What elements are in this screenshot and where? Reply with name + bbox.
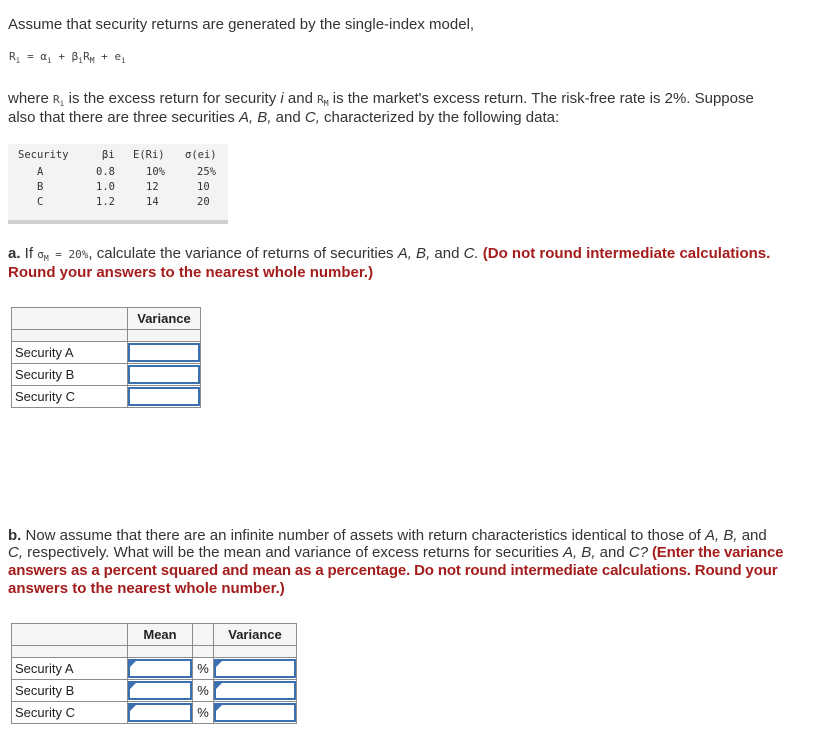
where-text: where $R_i$ is the excess return for security i and $R_M$ is the market's excess return. The risk-free rate is 2%. Suppose (8, 90, 754, 109)
row-b-er: 12 (146, 181, 159, 193)
percent-sign: % (193, 680, 214, 702)
mean-input-b[interactable] (128, 681, 192, 700)
variance-input-b-a[interactable] (214, 659, 296, 678)
row-c-sigma: 20 (197, 196, 210, 208)
part-b-question-line2: C, respectively. What will be the mean and variance of excess returns for securities A, B, and C? (Enter the variance (8, 544, 784, 561)
variance-input-b-c[interactable] (214, 703, 296, 722)
mean-input-c[interactable] (128, 703, 192, 722)
header-security: Security (18, 149, 69, 161)
mean-input-a[interactable] (128, 659, 192, 678)
variance-column-header-b: Variance (214, 624, 297, 646)
mean-column-header: Mean (128, 624, 193, 646)
part-b-answer-table (11, 623, 297, 724)
row-c-beta: 1.2 (96, 196, 115, 208)
row-b-sigma: 10 (197, 181, 210, 193)
header-expected-return: E(Ri) (133, 149, 165, 161)
row-label-security-a-b: Security A (12, 658, 128, 680)
part-a-question: a. If $\sigma_M = 20\%$, calculate the variance of returns of securities A, B, and C. (Do not round intermediate calculations. (8, 245, 771, 264)
header-beta: βi (102, 149, 115, 161)
row-label-security-c: Security C (12, 386, 128, 408)
security-data-table (8, 144, 228, 224)
part-b-instruction: answers as a percent squared and mean as a percentage. Do not round intermediate calculations. Round your (8, 562, 778, 579)
row-a-er: 10% (146, 166, 165, 178)
percent-sign: % (193, 702, 214, 724)
part-a-instruction: Round your answers to the nearest whole number.) (8, 264, 374, 281)
variance-input-b[interactable] (128, 365, 200, 384)
row-a-security: A (37, 166, 44, 178)
row-b-security: B (37, 181, 44, 193)
row-b-beta: 1.0 (96, 181, 115, 193)
row-a-sigma: 25% (197, 166, 216, 178)
single-index-equation: $R_i = \alpha_i + \beta_iR_M + e_i$ (9, 50, 126, 66)
intro-text: Assume that security returns are generated by the single-index model, (8, 16, 475, 33)
row-c-er: 14 (146, 196, 159, 208)
part-a-answer-table (11, 307, 201, 408)
variance-column-header: Variance (128, 308, 201, 330)
variance-input-a[interactable] (128, 343, 200, 362)
part-b-instruction-line2: answers to the nearest whole number.) (8, 580, 285, 597)
row-label-security-b-b: Security B (12, 680, 128, 702)
row-label-security-c-b: Security C (12, 702, 128, 724)
where-text-line2: also that there are three securities A, B, and C, characterized by the following data: (8, 109, 560, 126)
row-a-beta: 0.8 (96, 166, 115, 178)
header-residual-sd: σ(ei) (185, 149, 217, 161)
part-b-question: b. Now assume that there are an infinite number of assets with return characteristics identical to those of A, B, and (8, 527, 767, 544)
row-label-security-a: Security A (12, 342, 128, 364)
variance-input-b-b[interactable] (214, 681, 296, 700)
row-c-security: C (37, 196, 44, 208)
percent-sign: % (193, 658, 214, 680)
row-label-security-b: Security B (12, 364, 128, 386)
variance-input-c[interactable] (128, 387, 200, 406)
